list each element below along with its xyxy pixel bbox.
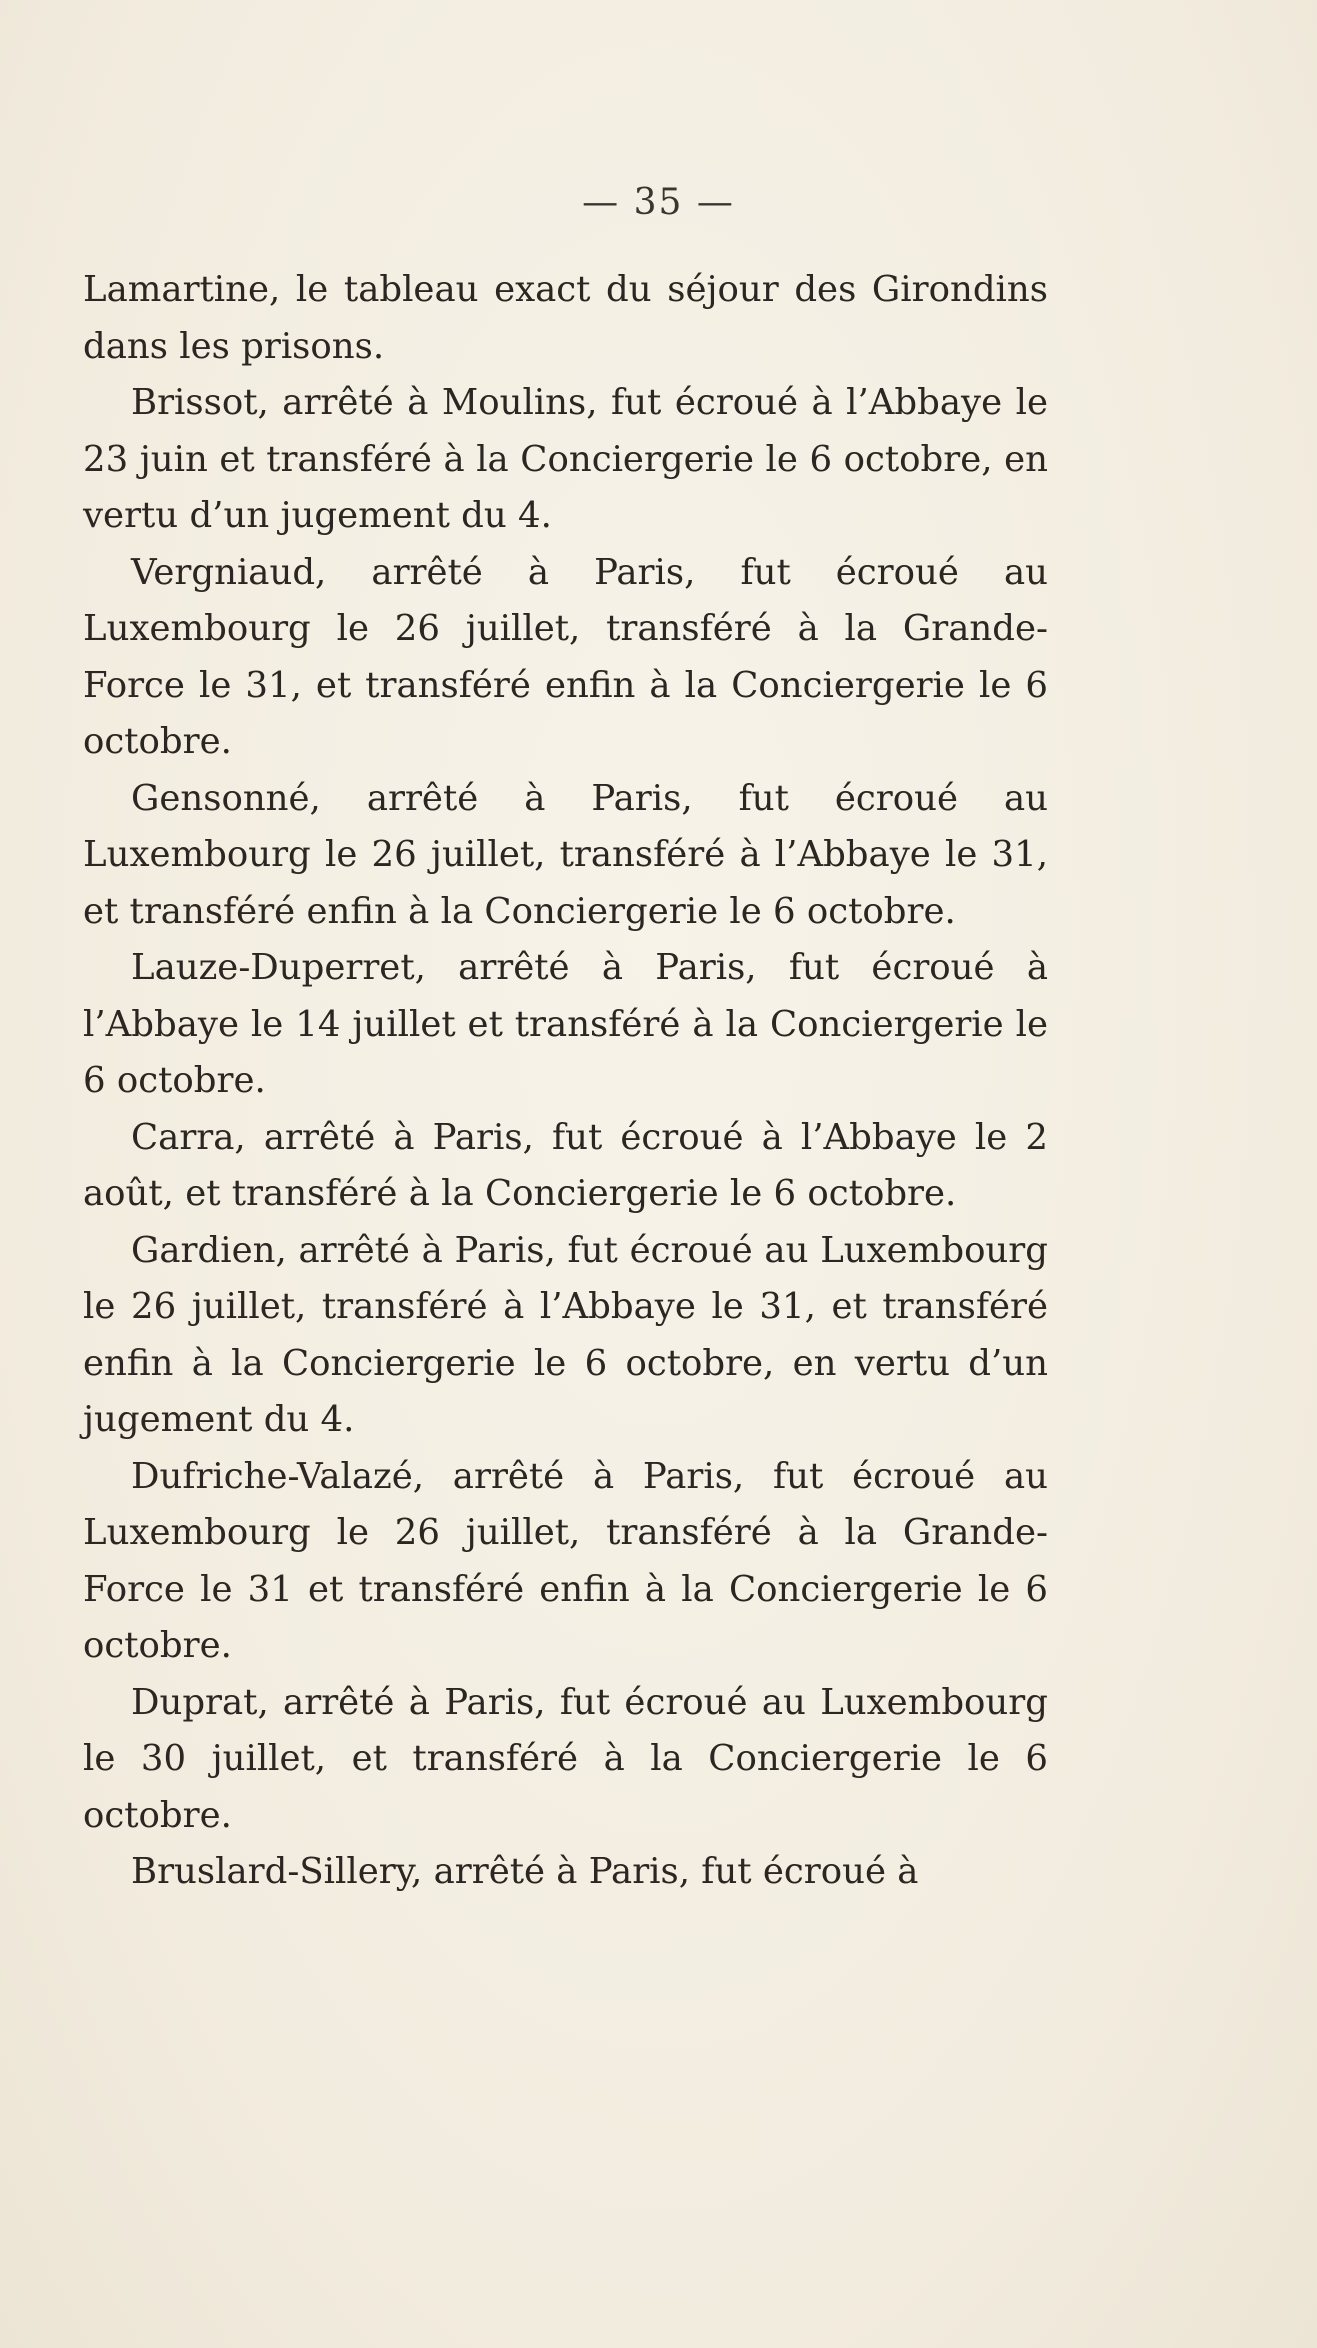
paragraph-lauze-duperret: Lauze-Duperret, arrêté à Paris, fut écroué à l’Abbaye le 14 juillet et transféré à la Conciergerie le 6 octobre. [83,947,1048,1101]
paragraph-gensonne: Gensonné, arrêté à Paris, fut écroué au Luxembourg le 26 juillet, transféré à l’Abbaye le 31, et transféré enfin à la Conciergerie le 6 octobre. [83,777,1048,932]
body-text [83,262,1048,1901]
paragraph-lamartine: Lamartine, le tableau exact du séjour des Girondins dans les prisons. [83,269,1048,367]
paragraph-duprat: Duprat, arrêté à Paris, fut écroué au Luxembourg le 30 juillet, et transféré à la Conciergerie le 6 octobre. [83,1681,1048,1836]
page-number: — 35 — [582,182,735,223]
paragraph-dufriche-valaze: Dufriche-Valazé, arrêté à Paris, fut écroué au Luxembourg le 26 juillet, transféré à la Grande-Force le 31 et transféré enfin à la Conciergerie le 6 octobre. [83,1455,1048,1666]
paragraph-vergniaud: Vergniaud, arrêté à Paris, fut écroué au Luxembourg le 26 juillet, transféré à la Grande-Force le 31, et transféré enfin à la Conciergerie le 6 octobre. [83,551,1048,762]
paragraph-bruslard-sillery: Bruslard-Sillery, arrêté à Paris, fut écroué à [131,1851,919,1892]
paragraph-gardien: Gardien, arrêté à Paris, fut écroué au Luxembourg le 26 juillet, transféré à l’Abbaye le 31, et transféré enfin à la Conciergerie le 6 octobre, en vertu d’un jugement du 4. [83,1229,1048,1440]
paragraph-brissot: Brissot, arrêté à Moulins, fut écroué à l’Abbaye le 23 juin et transféré à la Conciergerie le 6 octobre, en vertu d’un jugement du 4. [83,382,1048,536]
paragraph-carra: Carra, arrêté à Paris, fut écroué à l’Abbaye le 2 août, et transféré à la Conciergerie le 6 octobre. [83,1116,1048,1214]
